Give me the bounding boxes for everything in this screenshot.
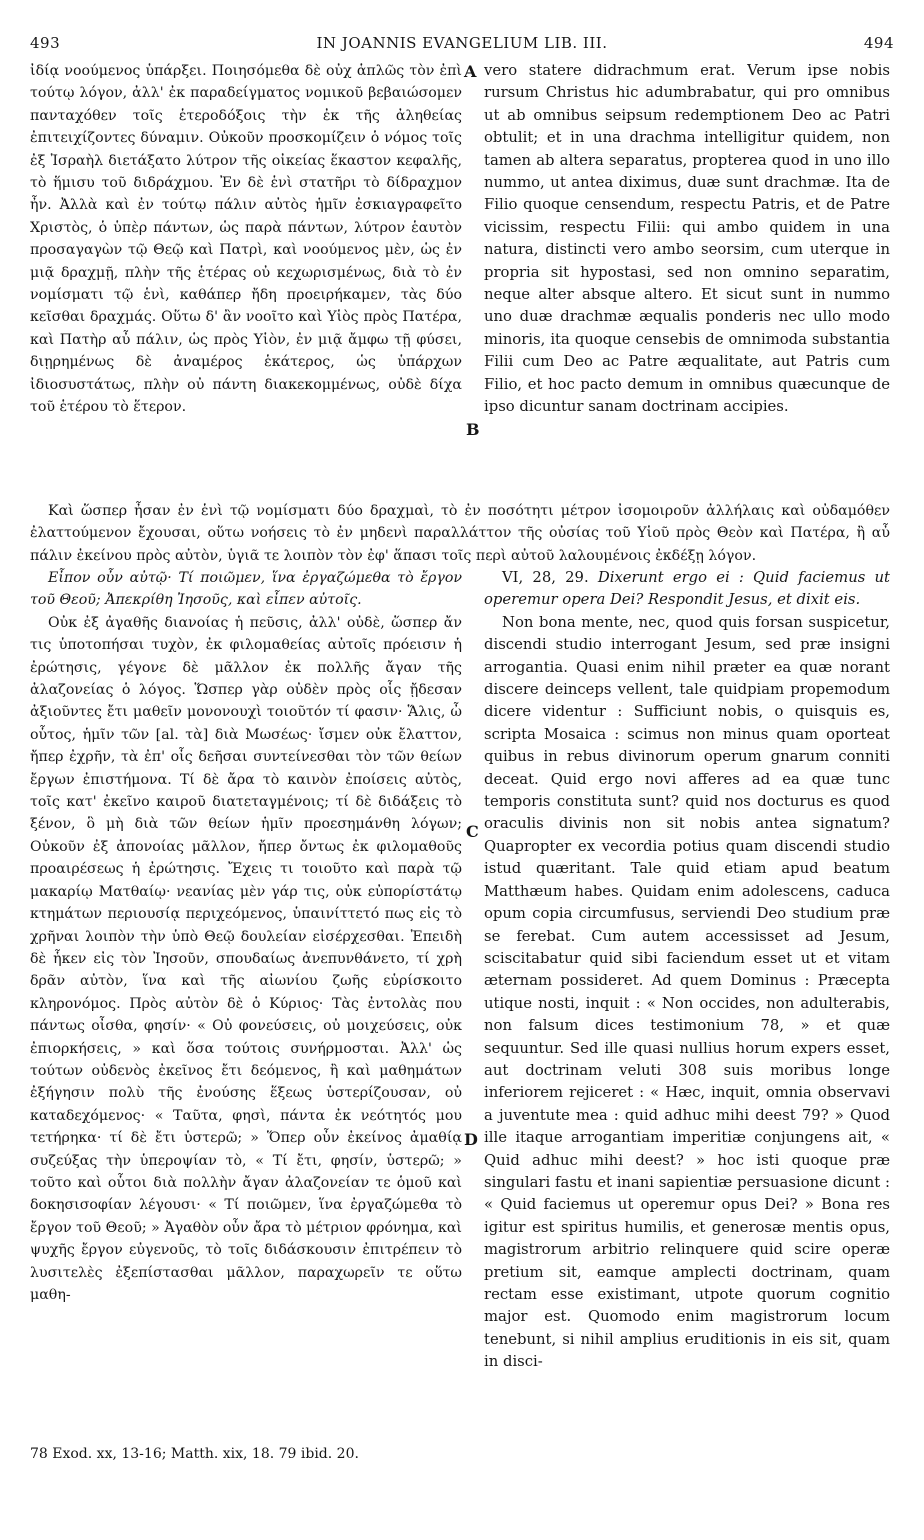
latin-paragraph-top: vero statere didrachmum erat. Verum ipse nobis rursum Christus hic adumbrabatur, qui pro omnibus ut ab omnibus seipsum redemptionem Deo ac Patri obtulit; et in una drachma intelligitur quidem, non tamen ab altera separatus, propterea quod in uno illo nummo, ut antea diximus, duæ sunt drachmæ. Ita de Filio quoque censendum, respectu Patris, et de Patre vicissim, respectu Filii: qui ambo quidem in una natura, distincti vero ambo seorsim, cum uterque in propria sit hypostasi, sed non omnino separatim, neque alter absque altero. Et sicut sunt in nummo uno duæ drachmæ æqualis ponderis nec ullo modo minoris, ita quoque censebis de omnimoda substantia Filii cum Deo ac Patre æqualitate, aut Patris cum Filio, et hoc pacto demum in omnibus quæcunque de ipso dicuntur sanam doctrinam accipies.	[484, 62, 890, 416]
greek-column-top	[30, 60, 462, 419]
greek-full-width	[30, 500, 890, 567]
latin-column-top	[484, 60, 890, 419]
footnotes: 78 Exod. xx, 13-16; Matth. xix, 18. 79 ibid. 20.	[30, 1446, 359, 1462]
page-header	[0, 34, 924, 60]
latin-lemma: Dixerunt ergo ei : Quid faciemus ut operemur opera Dei? Respondit Jesus, et dixit eis.	[484, 569, 890, 609]
margin-letter-a: A	[464, 62, 477, 81]
greek-full-paragraph: Καὶ ὥσπερ ἦσαν ἐν ἑνὶ τῷ νομίσματι δύο δραχμαὶ, τὸ ἐν ποσότητι μέτρον ἰσομοιροῦν ἀλλήλαις καὶ οὐδαμόθεν ἐλαττούμενον ἔχουσαι, οὕτω νοήσεις τὸ ἐν μηδενὶ παραλλάττον τῆς οὐσίας τοῦ Υἱοῦ πρὸς Θεὸν καὶ Πατέρα, ἢ αὖ πάλιν ἐκείνου πρὸς αὐτὸν, ὑγιᾶ τε λοιπὸν τὸν ἐφ' ἅπασι τοῖς περὶ αὐτοῦ λαλουμένοις ἐκδέξῃ λόγον.	[30, 503, 890, 564]
page-number-right: 494	[863, 34, 894, 52]
margin-letter-b: B	[466, 420, 480, 439]
margin-letter-c: C	[466, 822, 479, 841]
latin-lemma-reference: VI, 28, 29.	[502, 569, 589, 586]
latin-commentary: Non bona mente, nec, quod quis forsan suspicetur, discendi studio interrogant Jesum, sed præ insigni arrogantia. Quasi enim nihil præter ea quæ norant discere deinceps vellent, tale quidpiam propemodum dicere videntur : Sufficiunt nobis, o quisquis es, scripta Mosaica : scimus non minus quam oporteat quibus in rebus divinorum operum gnarum conniti deceat. Quid ergo novi afferes ad ea quæ tunc temporis constituta sunt? quid nos docturus es quod oraculis divinis non sit nobis antea signatum? Quapropter ex vecordia potius quam discendi studio istud quæritant. Tale quid etiam apud beatum Matthæum habes. Quidam enim adolescens, caduca opum copia circumfusus, serviendi Deo studium præ se ferebat. Cum autem accessisset ad Jesum, sciscitabatur quid sibi faciendum esset ut et vitam æternam possideret. Ad quem Dominus : Præcepta utique nosti, inquit : « Non occides, non adulterabis, non falsum dices testimonium 78, » et quæ sequuntur. Sed ille quasi nullius horum expers esset, aut doctrinam veluti 308 suis moribus longe inferiorem rejiceret : « Hæc, inquit, omnia observavi a juventute mea : quid adhuc mihi deest 79? » Quod ille itaque arrogantiam imperitiæ conjungens ait, « Quid adhuc mihi deest? » hoc isti quoque præ singulari fastu et inani sapientiæ persuasione dicunt : « Quid faciemus ut operemur opus Dei? » Bona res igitur est spiritus humilis, et generosæ mentis opus, magistrorum arbitrio relinquere quid scire operæ pretium sit, eamque amplecti doctrinam, quam rectam esse existimant, utpote quorum cognitio major est. Quomodo enim magistrorum locum tenebunt, si nihil amplius eruditionis in eis sit, quam in disci-	[484, 613, 890, 1371]
latin-column-bottom	[484, 567, 890, 1374]
greek-paragraph-top: ἰδίᾳ νοούμενος ὑπάρξει. Ποιησόμεθα δὲ οὐχ ἁπλῶς τὸν ἐπὶ τούτῳ λόγον, ἀλλ' ἐκ παραδείγματος νομικοῦ βεβαιώσομεν πανταχόθεν τοῖς ἑτεροδόξοις τὴν ἐκ τῆς ἀληθείας ἐπιτειχίζοντες δύναμιν. Οὐκοῦν προσκομίζειν ὁ νόμος τοῖς ἐξ Ἰσραὴλ διετάξατο λύτρον τῆς οἰκείας ἕκαστον κεφαλῆς, τὸ ἥμισυ τοῦ διδράχμου. Ἐν δὲ ἑνὶ στατῆρι τὸ δίδραχμον ἦν. Ἀλλὰ καὶ ἐν τούτῳ πάλιν αὐτὸς ἡμῖν ἐσκιαγραφεῖτο Χριστὸς, ὁ ὑπὲρ πάντων, ὡς παρὰ πάντων, λύτρον ἑαυτὸν προσαγαγὼν τῷ Θεῷ καὶ Πατρὶ, καὶ νοούμενος μὲν, ὡς ἐν μιᾷ δραχμῇ, πλὴν τῆς ἑτέρας οὐ κεχωρισμένως, διὰ τὸ ἐν νομίσματι τῷ ἑνὶ, καθάπερ ἤδη προειρήκαμεν, τὰς δύο κεῖσθαι δραχμάς. Οὕτω δ' ἂν νοοῖτο καὶ Υἱὸς πρὸς Πατέρα, καὶ Πατὴρ αὖ πάλιν, ὡς πρὸς Υἱὸν, ἐν μιᾷ ἄμφω τῇ φύσει, διῃρημένως δὲ ἀναμέρος ἑκάτερος, ὡς ὑπάρχων ἰδιοσυστάτως, πλὴν οὐ πάντη διακεκομμένως, οὐδὲ δίχα τοῦ ἑτέρου τὸ ἕτερον.	[30, 63, 462, 416]
greek-lemma: Εἶπον οὖν αὐτῷ· Τί ποιῶμεν, ἵνα ἐργαζώμεθα τὸ ἔργον τοῦ Θεοῦ; Ἀπεκρίθη Ἰησοῦς, καὶ εἶπεν αὐτοῖς.	[30, 570, 462, 609]
page-number-left: 493	[30, 34, 61, 52]
running-title: IN JOANNIS EVANGELIUM LIB. III.	[316, 34, 608, 52]
margin-letter-d: D	[464, 1130, 478, 1149]
greek-column-bottom	[30, 567, 462, 1306]
greek-commentary: Οὐκ ἐξ ἀγαθῆς διανοίας ἡ πεῦσις, ἀλλ' οὐδὲ, ὥσπερ ἄν τις ὑποτοπήσαι τυχὸν, ἐκ φιλομαθείας αὐτοῖς πρόεισιν ἡ ἐρώτησις, γέγονε δὲ μᾶλλον ἐκ πολλῆς ἄγαν τῆς ἀλαζονείας ὁ λόγος. Ὥσπερ γὰρ οὐδὲν πρὸς οἷς ᾔδεσαν ἀξιοῦντες ἔτι μαθεῖν μονονουχὶ τοιοῦτόν τί φασιν· Ἅλις, ὦ οὗτος, ἡμῖν τῶν [al. τὰ] διὰ Μωσέως· ἴσμεν οὐκ ἔλαττον, ἤπερ ἐχρῆν, τὰ ἐπ' οἷς δεῆσαι συντείνεσθαι τὸν τῶν θείων ἔργων ἐπιστήμονα. Τί δὲ ἄρα τὸ καινὸν ἐποίσεις αὐτὸς, τοῖς κατ' ἐκεῖνο καιροῦ διατεταγμένοις; τί δὲ διδάξεις τὸ ξένον, ὃ μὴ διὰ τῶν θείων ἡμῖν προεσημάνθη λόγων; Οὐκοῦν ἐξ ἀπονοίας μᾶλλον, ἤπερ ὄντως ἐκ φιλομαθοῦς προαιρέσεως ἡ ἐρώτησις. Ἔχεις τι τοιοῦτο καὶ παρὰ τῷ μακαρίῳ Ματθαίῳ· νεανίας μὲν γάρ τις, οὐκ εὐπορίστάτῳ κτημάτων περιουσίᾳ περιχεόμενος, ὑπαινίττετό πως εἰς τὸ χρῆναι λοιπὸν τὴν ὑπὸ Θεῷ δουλείαν εἰσέρχεσθαι. Ἐπειδὴ δὲ ἧκεν εἰς τὸν Ἰησοῦν, σπουδαίως ἀνεπυνθάνετο, τί χρὴ δρᾶν αὐτὸν, ἵνα καὶ τῆς αἰωνίου ζωῆς εὑρίσκοιτο κληρονόμος. Πρὸς αὐτὸν δὲ ὁ Κύριος· Τὰς ἐντολὰς που πάντως οἶσθα, φησίν· « Οὐ φονεύσεις, οὐ μοιχεύσεις, οὐκ ἐπιορκήσεις, » καὶ ὅσα τούτοις συνήρμοσται. Ἀλλ' ὡς τούτων οὐδενὸς ἐκεῖνος ἔτι δεόμενος, ἢ καὶ μαθημάτων ἐξήγησιν πολὺ τῆς ἐνούσης ἕξεως ὑστερίζουσαν, οὐ καταδεχόμενος· « Ταῦτα, φησὶ, πάντα ἐκ νεότητός μου τετήρηκα· τί δὲ ἔτι ὑστερῶ; » Ὅπερ οὖν ἐκείνος ἀμαθίᾳ συζεύξας τὴν ὑπεροψίαν τὸ, « Τί ἔτι, φησίν, ὑστερῶ; » τοῦτο καὶ οὗτοι διὰ πολλὴν ἄγαν ἀλαζονείαν τε ὁμοῦ καὶ δοκησισοφίαν λέγουσι· « Τί ποιῶμεν, ἵνα ἐργαζώμεθα τὸ ἔργον τοῦ Θεοῦ; » Ἀγαθὸν οὖν ἄρα τὸ μέτριον φρόνημα, καὶ ψυχῆς ἔργον εὐγενοῦς, τὸ τοῖς διδάσκουσιν ἐπιτρέπειν τὸ λυσιτελὲς ἐξεπίστασθαι μᾶλλον, παραχωρεῖν τε οὕτω μαθη-	[30, 614, 462, 1303]
